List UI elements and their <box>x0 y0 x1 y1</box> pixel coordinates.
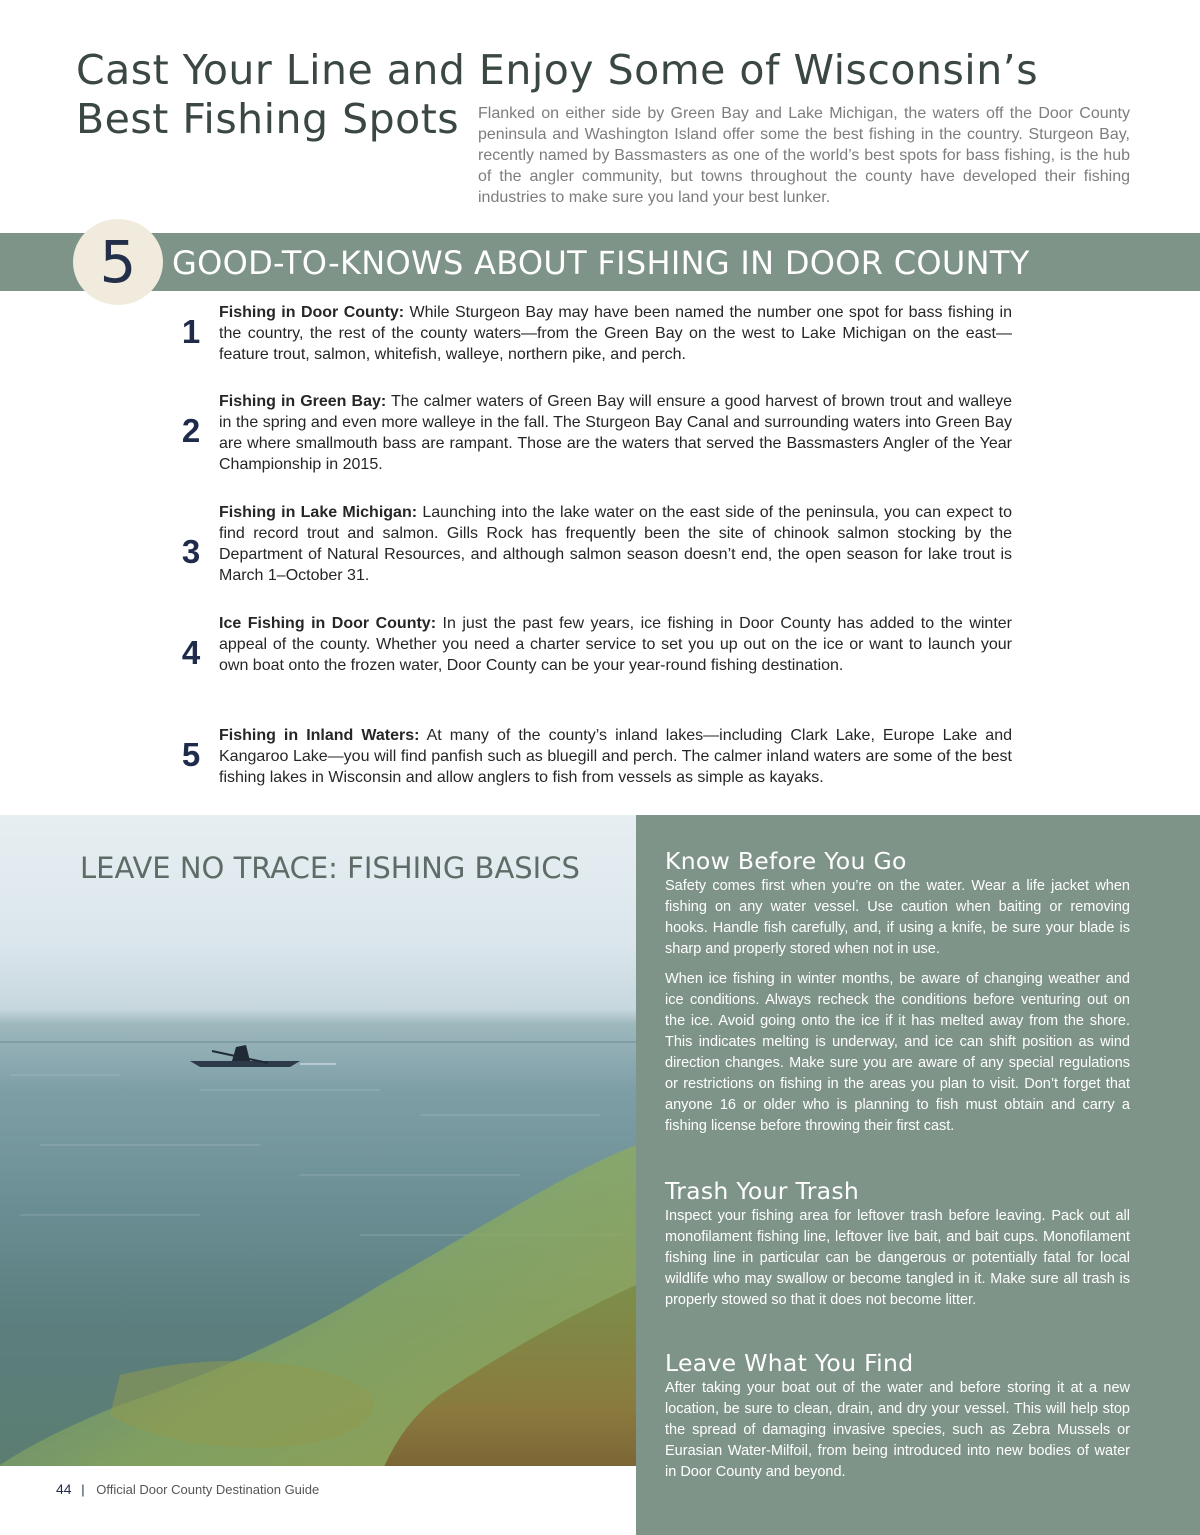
know-before-you-go-section <box>665 846 1130 1146</box>
number-badge: 5 <box>73 219 163 305</box>
item-label: Ice Fishing in Door County: <box>219 615 437 632</box>
section-heading: Leave What You Find <box>665 1349 914 1377</box>
item-label: Fishing in Green Bay: <box>219 393 387 410</box>
section-heading: Trash Your Trash <box>665 1177 860 1205</box>
footer-separator: | <box>81 1482 85 1497</box>
section-paragraph: Safety comes first when you’re on the water. Wear a life jacket when fishing on any water vessel. Use caution when baiting or removing hooks. Handle fish carefully, and, if using a knife, be sure your blade is sharp and properly stored when not in use. <box>665 878 1130 957</box>
item-label: Fishing in Lake Michigan: <box>219 504 418 521</box>
good-to-knows-heading: GOOD-TO-KNOWS ABOUT FISHING IN DOOR COUNTY <box>172 244 1030 282</box>
horizon-line <box>0 1041 636 1043</box>
item-body: While Sturgeon Bay may have been named the number one spot for bass fishing in the country, the rest of the county waters—from the Green Bay on the west to Lake Michigan on the east—feature trout, salmon, whitefish, walleye, northern pike, and perch. <box>219 304 1012 363</box>
item-label: Fishing in Inland Waters: <box>219 727 420 744</box>
lake-photo-illustration <box>0 815 636 1535</box>
item-text <box>219 613 1012 676</box>
leave-no-trace-title: LEAVE NO TRACE: FISHING BASICS <box>80 851 580 885</box>
section-band <box>0 233 1200 291</box>
lake-photo <box>0 815 636 1535</box>
item-body: Launching into the lake water on the east side of the peninsula, you can expect to find record trout and salmon. Gills Rock has frequently been the site of chinook salmon stocking by the Department of Natural Resources, and although salmon season doesn’t end, the open season for lake trout is March 1–October 31. <box>219 504 1013 584</box>
item-number: 3 <box>181 533 201 570</box>
page-number: 44 <box>56 1481 72 1497</box>
leave-what-you-find-section <box>665 1348 1130 1492</box>
item-number: 4 <box>181 634 201 671</box>
section-paragraph: Inspect your fishing area for leftover trash before leaving. Pack out all monofilament fishing line, leftover live bait, and bait cups. Monofilament fishing line in particular can be dangerous or potentially fatal for local wildlife who may swallow or become tangled in it. Make sure all trash is properly stowed so that it does not become litter. <box>665 1208 1130 1308</box>
item-text <box>219 391 1012 475</box>
intro-paragraph: Flanked on either side by Green Bay and Lake Michigan, the waters off the Door County peninsula and Washington Island offer some the best fishing in the country. Sturgeon Bay, recently named by Bassmasters as one of the world’s best spots for bass fishing, is the hub of the angler community, but towns throughout the county have developed their fishing industries to make sure you land your best lunker. <box>478 105 1130 206</box>
item-number: 1 <box>181 313 201 350</box>
item-number: 5 <box>181 736 201 773</box>
item-text <box>219 502 1012 586</box>
trash-your-trash-section <box>665 1176 1130 1320</box>
footer-background <box>0 1466 636 1535</box>
item-body: At many of the county’s inland lakes—including Clark Lake, Europe Lake and Kangaroo Lake—you will find panfish such as bluegill and perch. The calmer inland waters are some of the best fishing lakes in Wisconsin and allow anglers to fish from vessels as simple as kayaks. <box>219 727 1013 786</box>
item-number: 2 <box>181 412 201 449</box>
publication-name: Official Door County Destination Guide <box>96 1482 320 1497</box>
section-paragraph: When ice fishing in winter months, be aware of changing weather and ice conditions. Always recheck the conditions before venturing out on the ice. Avoid going onto the ice if it has melted away from the shore. This indicates melting is underway, and ice can shift position as wind direction changes. Make sure you are aware of any special regulations or restrictions on fishing in the areas you plan to visit. Don’t forget that anyone 16 or older who is planning to fish must obtain and carry a fishing license before throwing their first cast. <box>665 971 1130 1134</box>
kayak-icon <box>190 1045 336 1067</box>
section-paragraph: After taking your boat out of the water and before storing it at a new location, be sure to clean, drain, and dry your vessel. This will help stop the spread of damaging invasive species, such as Zebra Mussels or Eurasian Water-Milfoil, from being introduced into new bodies of water in Door County and beyond. <box>665 1380 1130 1480</box>
item-text <box>219 302 1012 365</box>
page-title-line-2: Best Fishing Spots <box>76 95 460 143</box>
item-label: Fishing in Door County: <box>219 304 405 321</box>
page-title-line-1: Cast Your Line and Enjoy Some of Wisconsin’s <box>76 46 1039 94</box>
item-text <box>219 725 1012 788</box>
page-footer <box>56 1478 319 1500</box>
section-heading: Know Before You Go <box>665 847 907 875</box>
item-body: In just the past few years, ice fishing in Door County has added to the winter appeal of the county. Whether you need a charter service to set you up out on the ice or want to launch your own boat onto the frozen water, Door County can be your year-round fishing destination. <box>219 615 1012 674</box>
item-body: The calmer waters of Green Bay will ensure a good harvest of brown trout and walleye in the spring and even more walleye in the fall. The Sturgeon Bay Canal and surrounding waters into Green Bay are where smallmouth bass are rampant. Those are the waters that served the Bassmasters Angler of the Year Championship in 2015. <box>219 393 1013 473</box>
